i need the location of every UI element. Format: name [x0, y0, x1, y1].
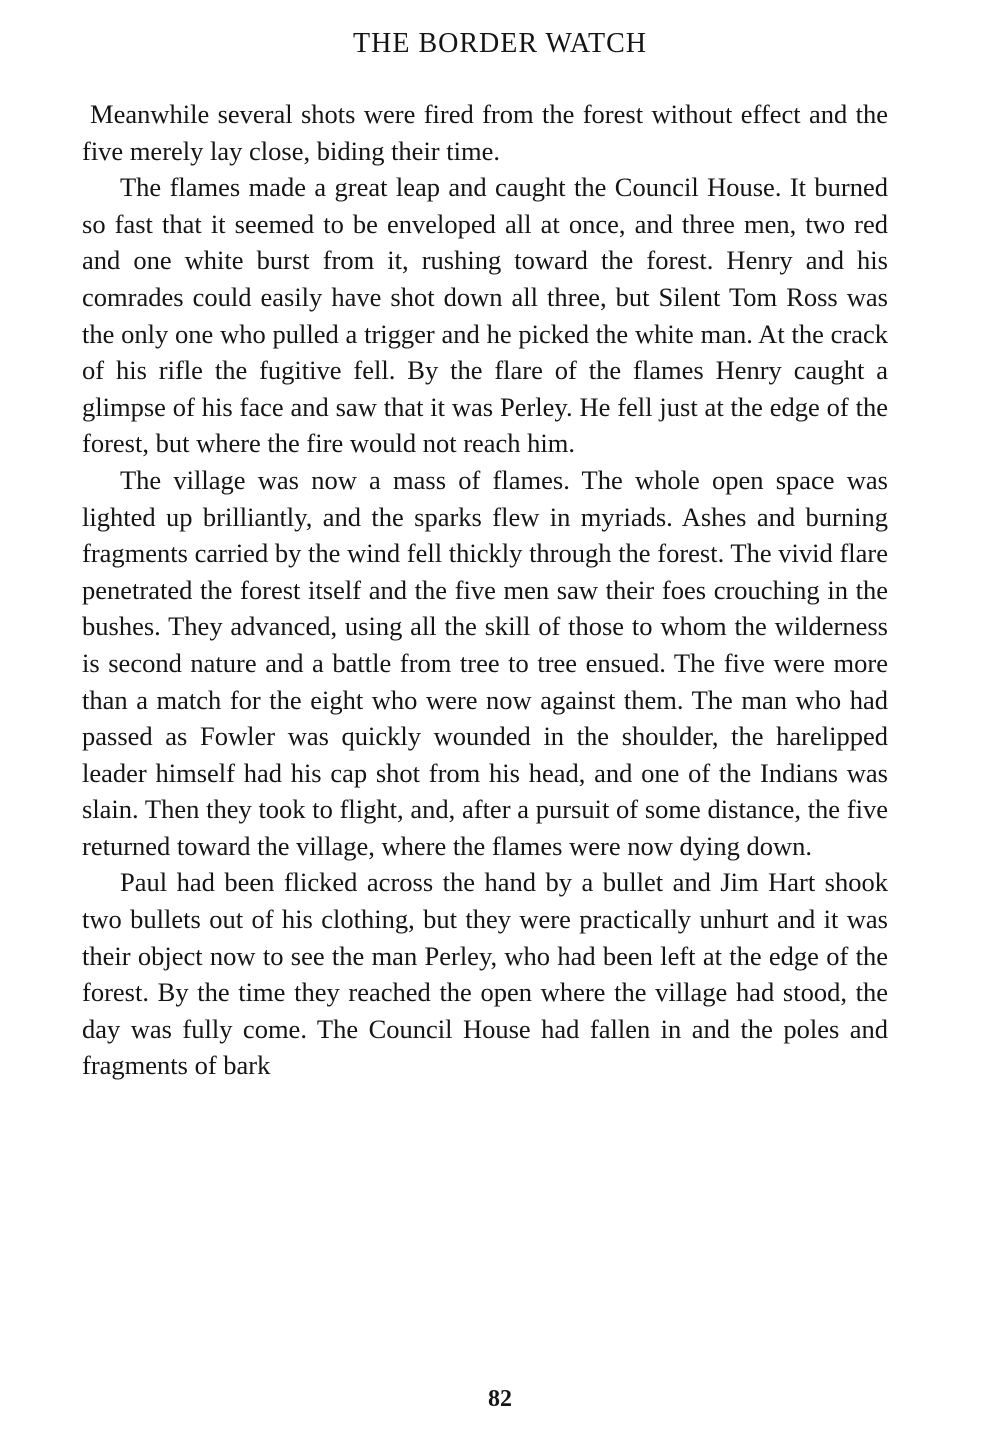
body-text [82, 96, 888, 1084]
paragraph-4: Paul had been flicked across the hand by a bullet and Jim Hart shook two bullets out of his clothing, but they were practically unhurt and it was their object now to see the man Perley, who had been left at the edge of the forest. By the time they reached the open where the village had stood, the day was fully come. The Council House had fallen in and the poles and fragments of bark [82, 867, 888, 1081]
running-head: THE BORDER WATCH [353, 28, 647, 59]
paragraph-3: The village was now a mass of flames. The whole open space was lighted up brilliantly, and the sparks flew in myriads. Ashes and burning fragments carried by the wind fell thickly through the forest. The vivid flare penetrated the forest itself and the five men saw their foes crouching in the bushes. They advanced, using all the skill of those to whom the wilderness is second nature and a battle from tree to tree ensued. The five were more than a match for the eight who were now against them. The man who had passed as Fowler was quickly wounded in the shoulder, the harelipped leader himself had his cap shot from his head, and one of the Indians was slain. Then they took to flight, and, after a pursuit of some distance, the five returned toward the village, where the flames were now dying down. [82, 464, 888, 861]
paragraph-2: The flames made a great leap and caught the Council House. It burned so fast that it seemed to be enveloped all at once, and three men, two red and one white burst from it, rushing toward the forest. Henry and his comrades could easily have shot down all three, but Silent Tom Ross was the only one who pulled a trigger and he picked the white man. At the crack of his rifle the fugitive fell. By the flare of the flames Henry caught a glimpse of his face and saw that it was Perley. He fell just at the edge of the forest, but where the fire would not reach him. [82, 172, 888, 459]
page-number: 82 [488, 1386, 512, 1412]
paragraph-1: Meanwhile several shots were fired from the forest without effect and the five merely lay close, biding their time. [82, 99, 888, 166]
